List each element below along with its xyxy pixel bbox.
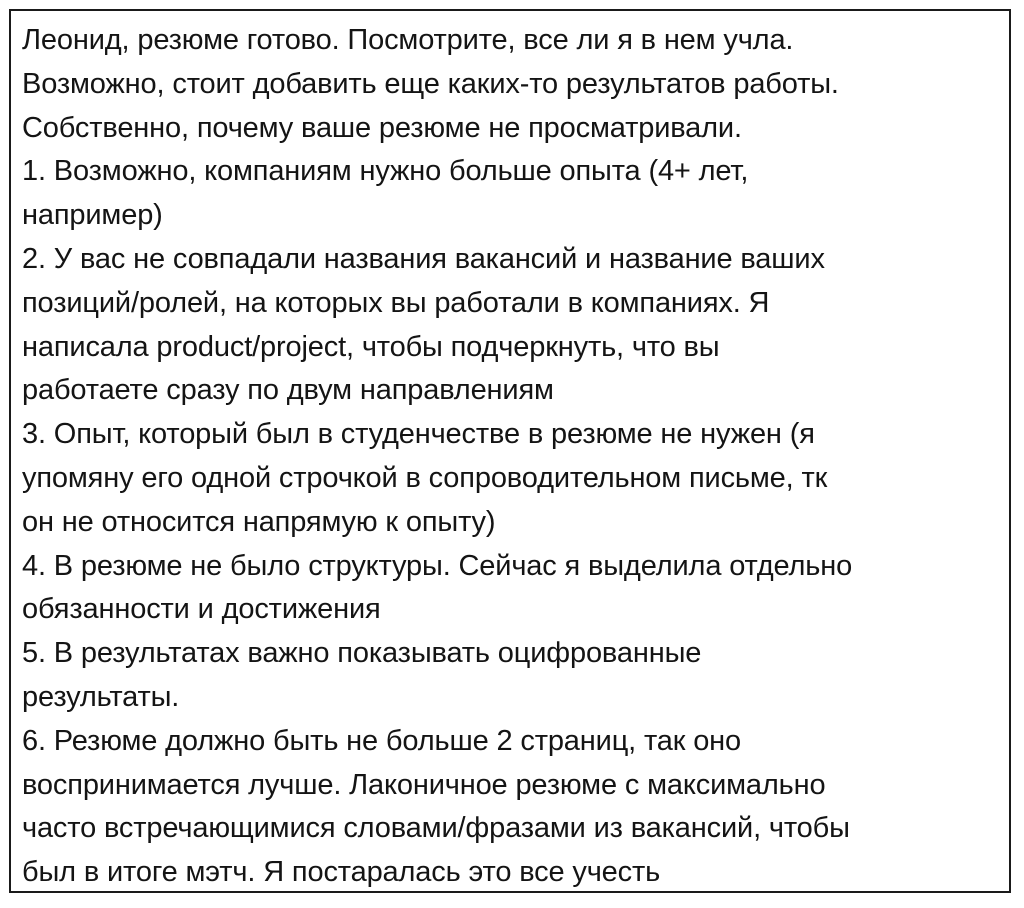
message-line: 1. Возможно, компаниям нужно больше опыта (4+ лет,	[22, 155, 749, 188]
message-line: 3. Опыт, который был в студенчестве в резюме не нужен (я	[22, 418, 815, 451]
message-frame	[9, 9, 1011, 893]
message-line: часто встречающимися словами/фразами из вакансий, чтобы	[22, 812, 850, 845]
message-line: Собственно, почему ваше резюме не просматривали.	[22, 111, 742, 144]
message-line: результаты.	[22, 680, 180, 713]
message-line: например)	[22, 199, 163, 232]
message-line: обязанности и достижения	[22, 593, 381, 626]
message-line: упомяну его одной строчкой в сопроводительном письме, тк	[22, 461, 828, 494]
message-line: был в итоге мэтч. Я постаралась это все учесть	[22, 856, 661, 889]
message-line: Возможно, стоит добавить еще каких-то результатов работы.	[22, 67, 839, 100]
message-line: воспринимается лучше. Лаконичное резюме с максимально	[22, 768, 826, 801]
message-line: 4. В резюме не было структуры. Сейчас я выделила отдельно	[22, 549, 853, 582]
message-line: 5. В результатах важно показывать оцифрованные	[22, 637, 702, 670]
message-line: 2. У вас не совпадали названия вакансий и название ваших	[22, 242, 825, 275]
message-line: он не относится напрямую к опыту)	[22, 505, 496, 538]
message-line: 6. Резюме должно быть не больше 2 страниц, так оно	[22, 724, 742, 757]
message-text	[22, 19, 1007, 893]
message-line: Леонид, резюме готово. Посмотрите, все ли я в нем учла.	[22, 24, 794, 56]
message-line: позиций/ролей, на которых вы работали в компаниях. Я	[22, 286, 770, 319]
message-line: работаете сразу по двум направлениям	[22, 374, 554, 407]
message-line: написала product/project, чтобы подчеркнуть, что вы	[22, 330, 720, 363]
